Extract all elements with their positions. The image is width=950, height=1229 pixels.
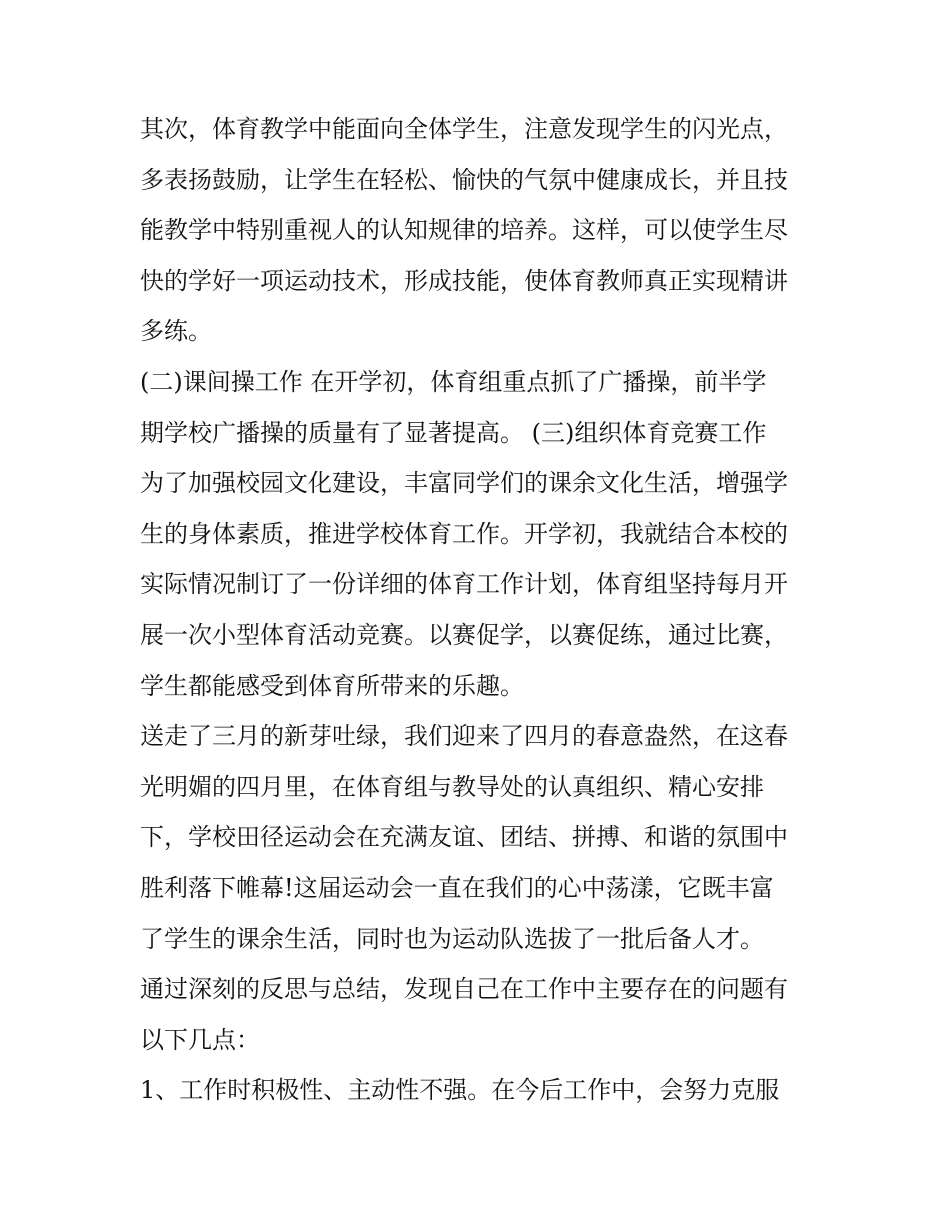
text-line: 快的学好一项运动技术，形成技能，使体育教师真正实现精讲 <box>140 266 788 295</box>
text-line: 1、工作时积极性、主动性不强。在今后工作中，会努力克服 <box>140 1076 780 1105</box>
document-body <box>140 104 820 1116</box>
text-line: 通过深刻的反思与总结，发现自己在工作中主要存在的问题有 <box>140 975 788 1004</box>
text-line: 多练。 <box>140 317 212 346</box>
text-line: 期学校广播操的质量有了显著提高。 (三)组织体育竞赛工作 <box>140 418 767 447</box>
text-line: 多表扬鼓励，让学生在轻松、愉快的气氛中健康成长，并且技 <box>140 165 788 194</box>
text-line: 能教学中特别重视人的认知规律的培养。这样，可以使学生尽 <box>140 216 788 245</box>
text-line: 了学生的课余生活，同时也为运动队选拔了一批后备人才。 <box>140 924 764 953</box>
text-line: 展一次小型体育活动竞赛。以赛促学，以赛促练，通过比赛， <box>140 620 788 649</box>
text-line: 送走了三月的新芽吐绿，我们迎来了四月的春意盎然，在这春 <box>140 722 788 751</box>
text-line: 以下几点： <box>140 1025 260 1054</box>
text-line: 下，学校田径运动会在充满友谊、团结、拼搏、和谐的氛围中 <box>140 823 788 852</box>
text-line: 实际情况制订了一份详细的体育工作计划，体育组坚持每月开 <box>140 570 788 599</box>
text-line: (二)课间操工作 在开学初，体育组重点抓了广播操，前半学 <box>140 367 767 396</box>
text-line: 光明媚的四月里，在体育组与教导处的认真组织、精心安排 <box>140 772 764 801</box>
text-line: 生的身体素质，推进学校体育工作。开学初，我就结合本校的 <box>140 519 788 548</box>
text-line: 学生都能感受到体育所带来的乐趣。 <box>140 671 524 700</box>
text-line: 胜利落下帷幕!这届运动会一直在我们的心中荡漾，它既丰富 <box>140 873 774 902</box>
text-line: 为了加强校园文化建设，丰富同学们的课余文化生活，增强学 <box>140 469 788 498</box>
text-line: 其次，体育教学中能面向全体学生，注意发现学生的闪光点， <box>140 115 788 143</box>
